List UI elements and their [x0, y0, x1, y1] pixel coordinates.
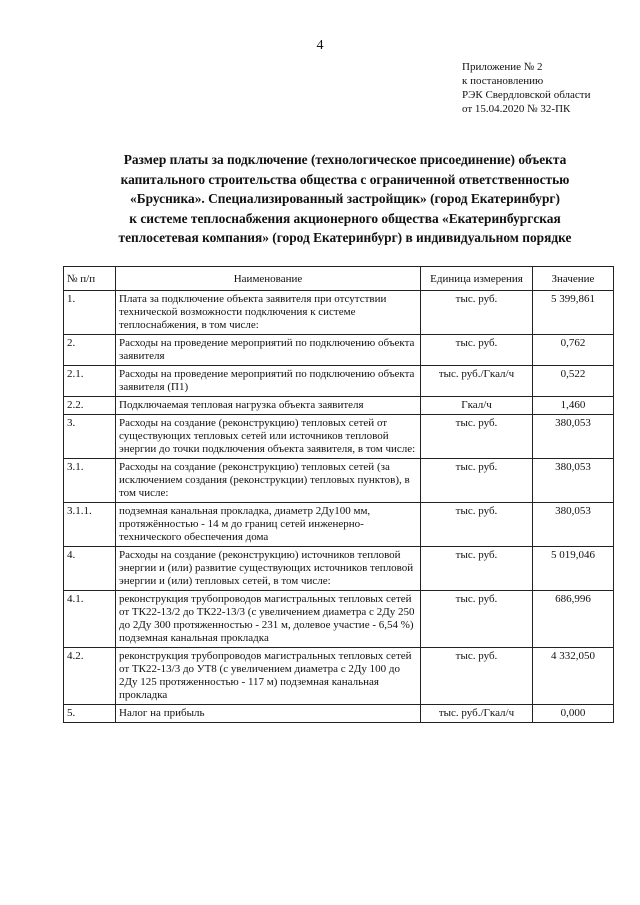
header-name: Наименование	[116, 267, 421, 291]
row-name: Расходы на создание (реконструкцию) тепловых сетей от существующих тепловых сетей или источников тепловой энергии до точки подключения объекта заявителя, в том числе:	[116, 415, 421, 459]
row-value: 4 332,050	[533, 648, 614, 705]
row-num: 4.2.	[64, 648, 116, 705]
row-num: 2.1.	[64, 366, 116, 397]
row-value: 380,053	[533, 415, 614, 459]
row-unit: тыс. руб.	[421, 503, 533, 547]
document-title	[60, 150, 630, 248]
row-name: подземная канальная прокладка, диаметр 2Ду100 мм, протяжённостью - 14 м до границ сетей инженерно-технического обеспечения дома	[116, 503, 421, 547]
row-unit: Гкал/ч	[421, 397, 533, 415]
row-value: 0,000	[533, 705, 614, 723]
row-unit: тыс. руб.	[421, 415, 533, 459]
header-value: Значение	[533, 267, 614, 291]
row-name: реконструкция трубопроводов магистральных тепловых сетей от ТК22-13/2 до ТК22-13/3 (с увеличением диаметра с 2Ду 250 до 2Ду 300 протяженностью - 231 м, долевое участие - 6,54 %) подземная канальная прокладка	[116, 591, 421, 648]
row-name: Расходы на проведение мероприятий по подключению объекта заявителя	[116, 335, 421, 366]
table-row	[64, 415, 614, 459]
row-num: 5.	[64, 705, 116, 723]
annex-line: РЭК Свердловской области	[462, 89, 591, 101]
row-name: Расходы на создание (реконструкцию) тепловых сетей (за исключением создания (реконструкции) тепловых пунктов), в том числе:	[116, 459, 421, 503]
row-num: 3.	[64, 415, 116, 459]
header-num: № п/п	[64, 267, 116, 291]
row-num: 4.	[64, 547, 116, 591]
row-num: 1.	[64, 291, 116, 335]
row-name: Налог на прибыль	[116, 705, 421, 723]
row-value: 5 399,861	[533, 291, 614, 335]
row-name: реконструкция трубопроводов магистральных тепловых сетей от ТК22-13/3 до УТ8 (с увеличением диаметра с 2Ду 100 до 2Ду 125 протяженностью - 117 м) подземная канальная прокладка	[116, 648, 421, 705]
page-number: 4	[316, 38, 324, 53]
table-row	[64, 648, 614, 705]
row-num: 4.1.	[64, 591, 116, 648]
row-num: 3.1.1.	[64, 503, 116, 547]
row-unit: тыс. руб./Гкал/ч	[421, 366, 533, 397]
table-header-row	[64, 267, 614, 291]
table-row	[64, 591, 614, 648]
annex-block	[462, 60, 590, 116]
row-unit: тыс. руб.	[421, 459, 533, 503]
title-line: Размер платы за подключение (технологическое присоединение) объекта	[123, 152, 567, 167]
row-value: 380,053	[533, 459, 614, 503]
row-unit: тыс. руб.	[421, 291, 533, 335]
row-unit: тыс. руб.	[421, 648, 533, 705]
row-unit: тыс. руб./Гкал/ч	[421, 705, 533, 723]
annex-line: от 15.04.2020 № 32-ПК	[462, 103, 571, 115]
table-row	[64, 291, 614, 335]
row-unit: тыс. руб.	[421, 335, 533, 366]
row-value: 5 019,046	[533, 547, 614, 591]
row-value: 0,762	[533, 335, 614, 366]
row-name: Подключаемая тепловая нагрузка объекта заявителя	[116, 397, 421, 415]
table-row	[64, 335, 614, 366]
row-num: 2.2.	[64, 397, 116, 415]
row-unit: тыс. руб.	[421, 591, 533, 648]
annex-line: Приложение № 2	[462, 61, 543, 73]
row-unit: тыс. руб.	[421, 547, 533, 591]
table-row	[64, 705, 614, 723]
fee-table	[63, 266, 614, 723]
table-row	[64, 366, 614, 397]
row-num: 3.1.	[64, 459, 116, 503]
title-line: «Брусника». Специализированный застройщик» (город Екатеринбург)	[130, 191, 560, 206]
title-line: теплосетевая компания» (город Екатеринбург) в индивидуальном порядке	[118, 230, 572, 245]
title-line: капитального строительства общества с ограниченной ответственностью	[120, 171, 570, 187]
header-unit: Единица измерения	[421, 267, 533, 291]
row-value: 380,053	[533, 503, 614, 547]
table-row	[64, 459, 614, 503]
row-value: 1,460	[533, 397, 614, 415]
row-name: Плата за подключение объекта заявителя при отсутствии технической возможности подключения к системе теплоснабжения, в том числе:	[116, 291, 421, 335]
table-row	[64, 503, 614, 547]
annex-line: к постановлению	[462, 75, 544, 87]
row-num: 2.	[64, 335, 116, 366]
table-row	[64, 397, 614, 415]
row-name: Расходы на проведение мероприятий по подключению объекта заявителя (П1)	[116, 366, 421, 397]
row-value: 686,996	[533, 591, 614, 648]
title-line: к системе теплоснабжения акционерного общества «Екатеринбургская	[129, 210, 561, 226]
row-name: Расходы на создание (реконструкцию) источников тепловой энергии и (или) развитие существующих источников тепловой энергии и (или) тепловых сетей, в том числе:	[116, 547, 421, 591]
table-row	[64, 547, 614, 591]
row-value: 0,522	[533, 366, 614, 397]
